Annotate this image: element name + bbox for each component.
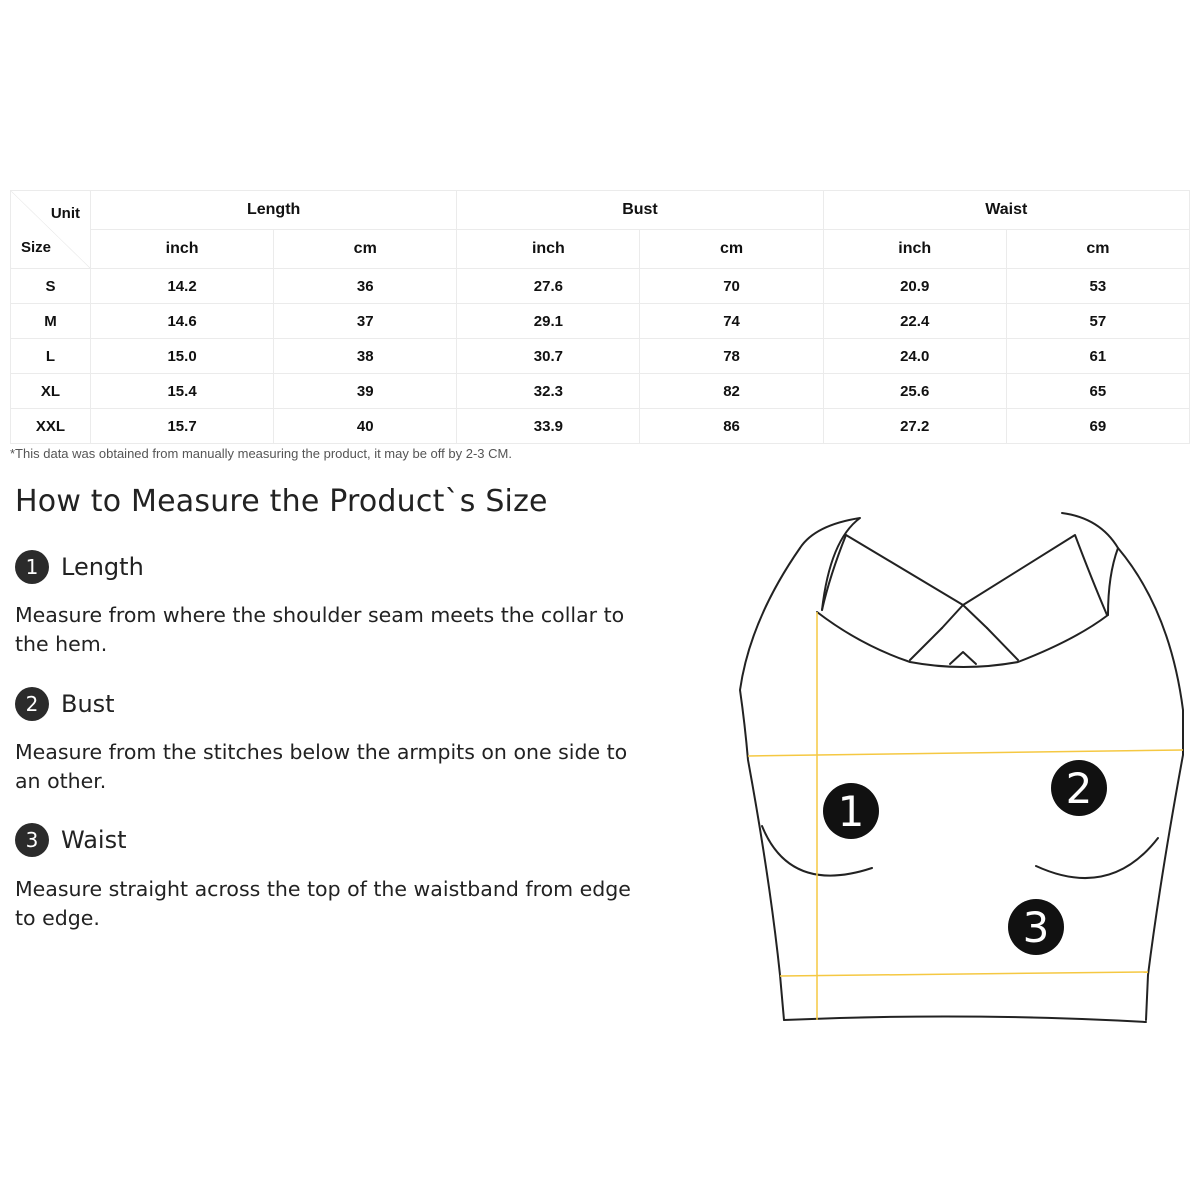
step-label: Waist bbox=[61, 826, 127, 854]
value-cell: 69 bbox=[1006, 409, 1189, 444]
size-chart-table bbox=[10, 190, 1190, 444]
garment-diagram bbox=[730, 500, 1200, 1040]
value-cell: 25.6 bbox=[823, 374, 1006, 409]
step-length bbox=[15, 550, 144, 584]
size-cell: XL bbox=[11, 374, 91, 409]
step-label: Length bbox=[61, 553, 144, 581]
guide-title: How to Measure the Product`s Size bbox=[15, 484, 548, 519]
value-cell: 82 bbox=[640, 374, 823, 409]
value-cell: 27.6 bbox=[457, 269, 640, 304]
step-bust bbox=[15, 687, 115, 721]
marker-label: 3 bbox=[1022, 903, 1050, 952]
bust-guide-line bbox=[748, 750, 1183, 756]
value-cell: 61 bbox=[1006, 339, 1189, 374]
measurement-guide-lines bbox=[748, 612, 1183, 1020]
step-description: Measure from the stitches below the armpits on one side to an other. bbox=[15, 740, 628, 793]
value-cell: 65 bbox=[1006, 374, 1189, 409]
value-cell: 29.1 bbox=[457, 304, 640, 339]
step-waist bbox=[15, 823, 126, 857]
value-cell: 24.0 bbox=[823, 339, 1006, 374]
unit-header: cm bbox=[274, 230, 457, 269]
unit-header: inch bbox=[91, 230, 274, 269]
value-cell: 27.2 bbox=[823, 409, 1006, 444]
value-cell: 30.7 bbox=[457, 339, 640, 374]
value-cell: 32.3 bbox=[457, 374, 640, 409]
value-cell: 22.4 bbox=[823, 304, 1006, 339]
value-cell: 74 bbox=[640, 304, 823, 339]
step-description: Measure from where the shoulder seam meets the collar to the hem. bbox=[15, 603, 625, 656]
value-cell: 57 bbox=[1006, 304, 1189, 339]
unit-header: inch bbox=[823, 230, 1006, 269]
group-header-bust: Bust bbox=[457, 191, 823, 230]
value-cell: 20.9 bbox=[823, 269, 1006, 304]
diagram-marker-3 bbox=[1008, 899, 1064, 955]
step-description: Measure straight across the top of the waistband from edge to edge. bbox=[15, 877, 631, 930]
value-cell: 70 bbox=[640, 269, 823, 304]
value-cell: 36 bbox=[274, 269, 457, 304]
table-corner-header bbox=[11, 191, 91, 269]
table-row bbox=[11, 374, 1190, 409]
step-number-badge: 2 bbox=[15, 687, 49, 721]
diagram-marker-1 bbox=[823, 783, 879, 839]
size-cell: XXL bbox=[11, 409, 91, 444]
value-cell: 14.2 bbox=[91, 269, 274, 304]
corner-unit-label: Unit bbox=[50, 205, 80, 222]
value-cell: 15.0 bbox=[91, 339, 274, 374]
step-number-badge: 3 bbox=[15, 823, 49, 857]
value-cell: 53 bbox=[1006, 269, 1189, 304]
unit-header: cm bbox=[1006, 230, 1189, 269]
value-cell: 33.9 bbox=[457, 409, 640, 444]
size-cell: L bbox=[11, 339, 91, 374]
value-cell: 40 bbox=[274, 409, 457, 444]
table-row bbox=[11, 269, 1190, 304]
step-label: Bust bbox=[61, 690, 115, 718]
value-cell: 14.6 bbox=[91, 304, 274, 339]
crop-top-outline bbox=[740, 513, 1183, 1022]
table-row bbox=[11, 409, 1190, 444]
size-cell: M bbox=[11, 304, 91, 339]
value-cell: 15.4 bbox=[91, 374, 274, 409]
group-header-waist: Waist bbox=[823, 191, 1189, 230]
group-header-length: Length bbox=[91, 191, 457, 230]
unit-header: inch bbox=[457, 230, 640, 269]
value-cell: 37 bbox=[274, 304, 457, 339]
measurement-disclaimer: *This data was obtained from manually measuring the product, it may be off by 2-3 CM. bbox=[10, 446, 512, 461]
size-cell: S bbox=[11, 269, 91, 304]
step-number-badge: 1 bbox=[15, 550, 49, 584]
corner-size-label: Size bbox=[21, 239, 52, 256]
value-cell: 15.7 bbox=[91, 409, 274, 444]
value-cell: 39 bbox=[274, 374, 457, 409]
value-cell: 86 bbox=[640, 409, 823, 444]
diagram-marker-2 bbox=[1051, 760, 1107, 816]
value-cell: 78 bbox=[640, 339, 823, 374]
value-cell: 38 bbox=[274, 339, 457, 374]
waist-guide-line bbox=[780, 972, 1148, 976]
marker-label: 2 bbox=[1065, 764, 1093, 813]
table-row bbox=[11, 304, 1190, 339]
marker-label: 1 bbox=[837, 787, 865, 836]
table-row bbox=[11, 339, 1190, 374]
unit-header: cm bbox=[640, 230, 823, 269]
